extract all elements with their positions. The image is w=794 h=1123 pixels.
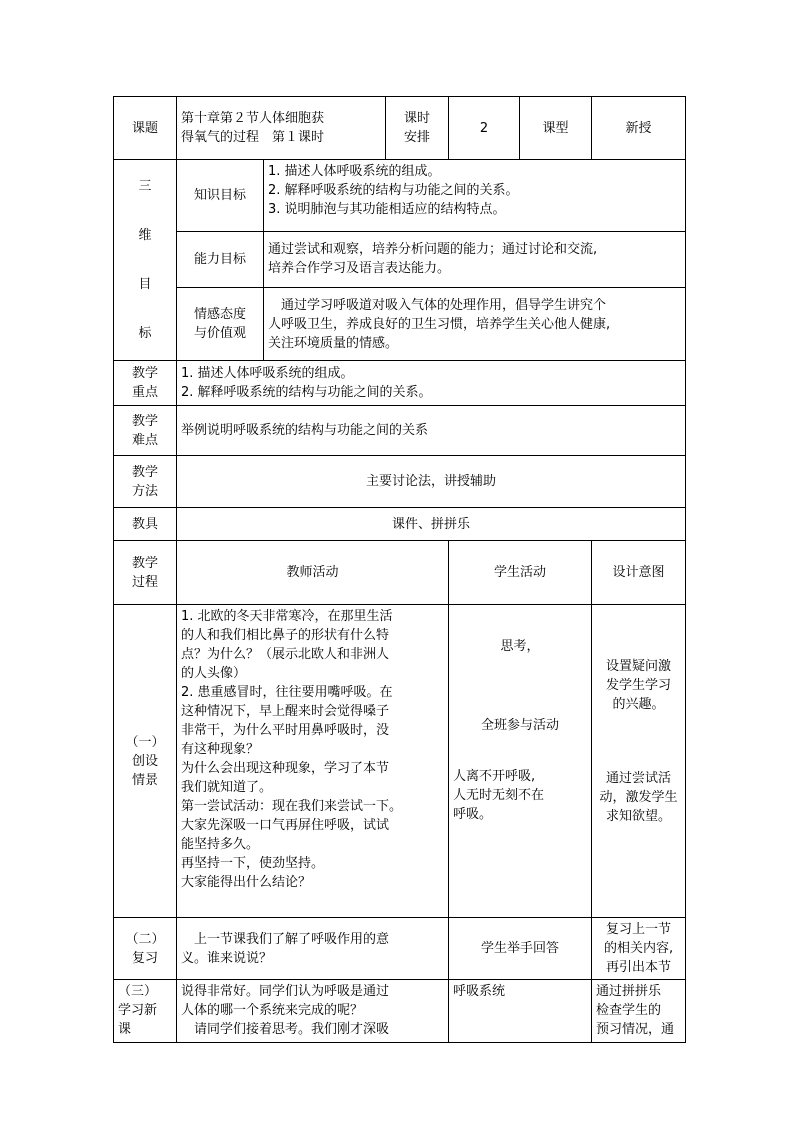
header-row bbox=[114, 97, 686, 160]
difficulty-row bbox=[114, 406, 686, 456]
aids-row bbox=[114, 508, 686, 541]
key-points-content: 1. 描述人体呼吸系统的组成。 2. 解释呼吸系统的结构与功能之间的关系。 bbox=[177, 361, 686, 406]
hours-label: 课时 安排 bbox=[386, 97, 449, 160]
aids-label: 教具 bbox=[114, 508, 177, 541]
ability-goal-content: 通过尝试和观察，培养分析问题的能力；通过讨论和交流, 培养合作学习及语言表达能力。 bbox=[264, 231, 686, 287]
ability-goal-label: 能力目标 bbox=[177, 231, 264, 287]
knowledge-goal-label: 知识目标 bbox=[177, 160, 264, 232]
method-label: 教学 方法 bbox=[114, 456, 177, 508]
emotion-goal-label: 情感态度 与价值观 bbox=[177, 288, 264, 361]
three-dim-goals-label: 三 维 目 标 bbox=[114, 160, 177, 361]
topic-value: 第十章第２节人体细胞获 得氧气的过程 第１课时 bbox=[177, 97, 386, 160]
teacher-activity: 上一节课我们了解了呼吸作用的意 义。谁来说说？ bbox=[177, 918, 449, 980]
method-content: 主要讨论法，讲授辅助 bbox=[177, 456, 686, 508]
knowledge-goal-content: 1. 描述人体呼吸系统的组成。 2. 解释呼吸系统的结构与功能之间的关系。 3. 说明肺泡与其功能相适应的结构特点。 bbox=[264, 160, 686, 232]
goal-emotion-row bbox=[114, 288, 686, 361]
design-intent: 复习上一节 的相关内容, 再引出本节 bbox=[592, 918, 686, 980]
key-points-label: 教学 重点 bbox=[114, 361, 177, 406]
student-activity: 呼吸系统 bbox=[449, 980, 592, 1043]
student-activity: 思考， 全班参与活动 人离不开呼吸, 人无时无刻不在 呼吸。 bbox=[449, 605, 592, 918]
student-activity: 学生举手回答 bbox=[449, 918, 592, 980]
difficulty-content: 举例说明呼吸系统的结构与功能之间的关系 bbox=[177, 406, 686, 456]
teacher-activity: 1. 北欧的冬天非常寒冷，在那里生活 的人和我们相比鼻子的形状有什么特 点？为什么？（展示北欧人和非洲人 的人头像） 2. 患重感冒时，往往要用嘴呼吸。在 这种情况下，早上醒来时会觉得嗓子 非常干，为什么平时用鼻呼吸时，没 有这种现象？ 为什么会出现这种现象，学习了本节 我们就知道了。 第一尝试活动：现在我们来尝试一下。 大家先深吸一口气再屏住呼吸，试试 能坚持多久。 再坚持一下，使劲坚持。 大家能得出什么结论？ bbox=[177, 605, 449, 918]
stage-label: （一） 创设 情景 bbox=[114, 605, 177, 918]
design-intent: 设置疑问激 发学生学习 的兴趣。 通过尝试活 动，激发学生 求知欲望。 bbox=[592, 605, 686, 918]
topic-label: 课题 bbox=[114, 97, 177, 160]
emotion-goal-content: 通过学习呼吸道对吸入气体的处理作用，倡导学生讲究个 人呼吸卫生，养成良好的卫生习惯，培养学生关心他人健康, 关注环境质量的情感。 bbox=[264, 288, 686, 361]
goal-knowledge-row bbox=[114, 160, 686, 232]
stage-label: （二） 复习 bbox=[114, 918, 177, 980]
process-label: 教学 过程 bbox=[114, 541, 177, 605]
difficulty-label: 教学 难点 bbox=[114, 406, 177, 456]
type-label: 课型 bbox=[520, 97, 592, 160]
design-intent: 通过拼拼乐 检查学生的 预习情况，通 bbox=[592, 980, 686, 1043]
key-points-row bbox=[114, 361, 686, 406]
method-row bbox=[114, 456, 686, 508]
student-activity-header: 学生活动 bbox=[449, 541, 592, 605]
lesson-plan-table bbox=[113, 96, 686, 1043]
stage-row bbox=[114, 605, 686, 918]
aids-content: 课件、拼拼乐 bbox=[177, 508, 686, 541]
stage-label: （三） 学习新 课 bbox=[114, 980, 177, 1043]
teacher-activity: 说得非常好。同学们认为呼吸是通过 人体的哪一个系统来完成的呢？ 请同学们接着思考。我们刚才深吸 bbox=[177, 980, 449, 1043]
goal-ability-row bbox=[114, 231, 686, 287]
process-header-row bbox=[114, 541, 686, 605]
type-value: 新授 bbox=[592, 97, 686, 160]
stage-row bbox=[114, 980, 686, 1043]
stage-row bbox=[114, 918, 686, 980]
teacher-activity-header: 教师活动 bbox=[177, 541, 449, 605]
design-intent-header: 设计意图 bbox=[592, 541, 686, 605]
hours-value: 2 bbox=[449, 97, 520, 160]
